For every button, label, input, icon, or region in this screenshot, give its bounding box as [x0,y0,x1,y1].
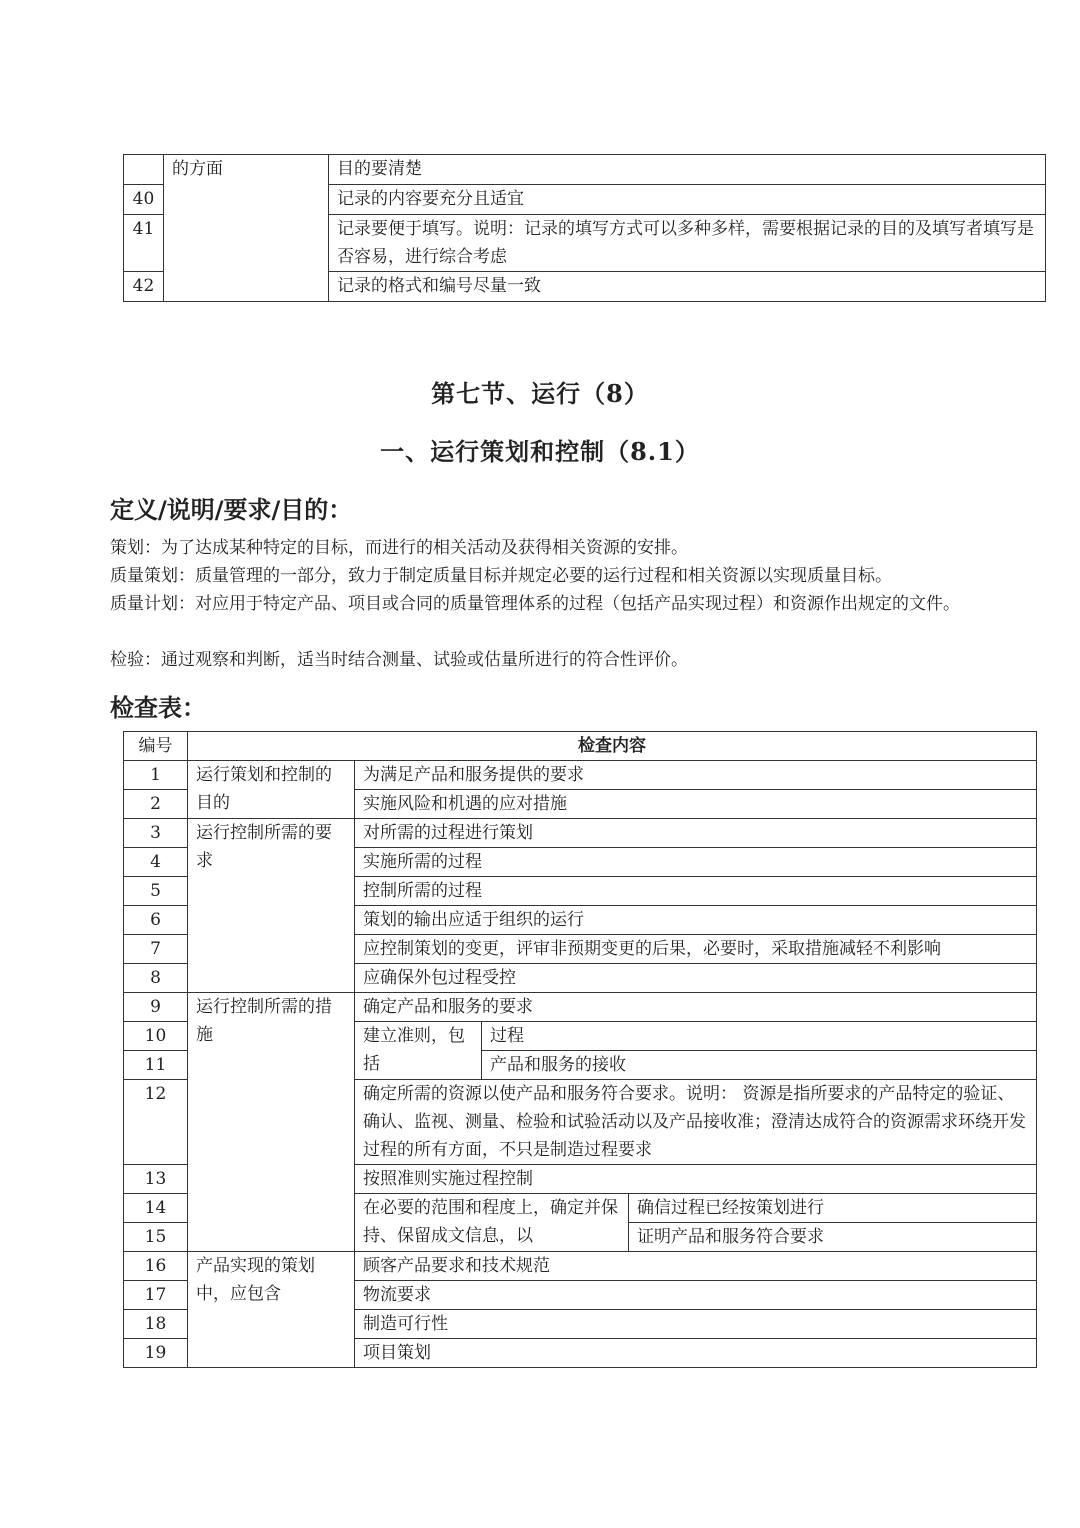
row-number: 11 [124,1051,188,1080]
row-number: 12 [124,1080,188,1165]
group-topic: 运行控制所需的措施 [188,993,355,1252]
definition-quality-planning: 质量策划：质量管理的一部分，致力于制定质量目标并规定必要的运行过程和相关资源以实现质量目标。 [110,566,892,586]
group-topic: 运行策划和控制的目的 [188,761,355,819]
row-topic: 的方面 [164,155,329,302]
table-row [124,1252,1037,1281]
row-content: 产品和服务的接收 [482,1051,1037,1080]
definition-heading: 定义/说明/要求/目的： [110,496,353,524]
definition-quality-plan: 质量计划：对应用于特定产品、项目或合同的质量管理体系的过程（包括产品实现过程）和资源作出规定的文件。 [110,594,960,614]
table-row [124,761,1037,790]
row-number: 13 [124,1165,188,1194]
section-subtitle: 一、运行策划和控制（8.1） [380,437,700,466]
row-number: 1 [124,761,188,790]
row-number: 5 [124,877,188,906]
row-number: 40 [124,185,164,215]
row-number [124,155,164,185]
row-content: 实施所需的过程 [355,848,1037,877]
row-content: 按照准则实施过程控制 [355,1165,1037,1194]
table-row [124,993,1037,1022]
row-number: 17 [124,1281,188,1310]
row-content: 物流要求 [355,1281,1037,1310]
row-content: 记录要便于填写。说明：记录的填写方式可以多种多样，需要根据记录的目的及填写者填写是否容易，进行综合考虑 [329,215,1046,272]
row-content: 过程 [482,1022,1037,1051]
row-content: 策划的输出应适于组织的运行 [355,906,1037,935]
row-content: 目的要清楚 [329,155,1046,185]
row-content: 对所需的过程进行策划 [355,819,1037,848]
row-content: 制造可行性 [355,1310,1037,1339]
row-content: 应控制策划的变更，评审非预期变更的后果，必要时，采取措施减轻不利影响 [355,935,1037,964]
row-number: 42 [124,272,164,302]
criteria-label: 建立准则，包括 [355,1022,482,1080]
row-number: 14 [124,1194,188,1223]
retain-label: 在必要的范围和程度上，确定并保持、保留成文信息，以 [355,1194,629,1252]
header-content: 检查内容 [188,732,1037,761]
section-title: 第七节、运行（8） [431,379,649,408]
row-content: 控制所需的过程 [355,877,1037,906]
row-content: 确信过程已经按策划进行 [629,1194,1037,1223]
row-content: 应确保外包过程受控 [355,964,1037,993]
row-number: 2 [124,790,188,819]
row-content: 记录的格式和编号尽量一致 [329,272,1046,302]
row-content: 顾客产品要求和技术规范 [355,1252,1037,1281]
row-content: 确定所需的资源以使产品和服务符合要求。说明： 资源是指所要求的产品特定的验证、确认、监视、测量、检验和试验活动以及产品接收准；澄清达成符合的资源需求环绕开发过程的所有方面，不只是制造过程要求 [355,1080,1037,1165]
table-row [124,819,1037,848]
row-content: 记录的内容要充分且适宜 [329,185,1046,215]
checklist-table [123,731,1037,1368]
top-continuation-table [123,154,1046,302]
row-number: 6 [124,906,188,935]
row-number: 8 [124,964,188,993]
row-content: 实施风险和机遇的应对措施 [355,790,1037,819]
table-row [124,155,1046,185]
table-header-row [124,732,1037,761]
row-content: 项目策划 [355,1339,1037,1368]
row-number: 10 [124,1022,188,1051]
row-number: 18 [124,1310,188,1339]
row-number: 4 [124,848,188,877]
row-number: 7 [124,935,188,964]
row-number: 3 [124,819,188,848]
row-number: 9 [124,993,188,1022]
header-number: 编号 [124,732,188,761]
row-content: 证明产品和服务符合要求 [629,1223,1037,1252]
group-topic: 运行控制所需的要求 [188,819,355,993]
row-number: 16 [124,1252,188,1281]
group-topic: 产品实现的策划中，应包含 [188,1252,355,1368]
row-number: 15 [124,1223,188,1252]
row-content: 确定产品和服务的要求 [355,993,1037,1022]
checklist-heading: 检查表： [110,694,206,722]
row-content: 为满足产品和服务提供的要求 [355,761,1037,790]
definition-planning: 策划：为了达成某种特定的目标，而进行的相关活动及获得相关资源的安排。 [110,538,688,558]
row-number: 41 [124,215,164,272]
definition-inspection: 检验：通过观察和判断，适当时结合测量、试验或估量所进行的符合性评价。 [110,650,688,670]
row-number: 19 [124,1339,188,1368]
